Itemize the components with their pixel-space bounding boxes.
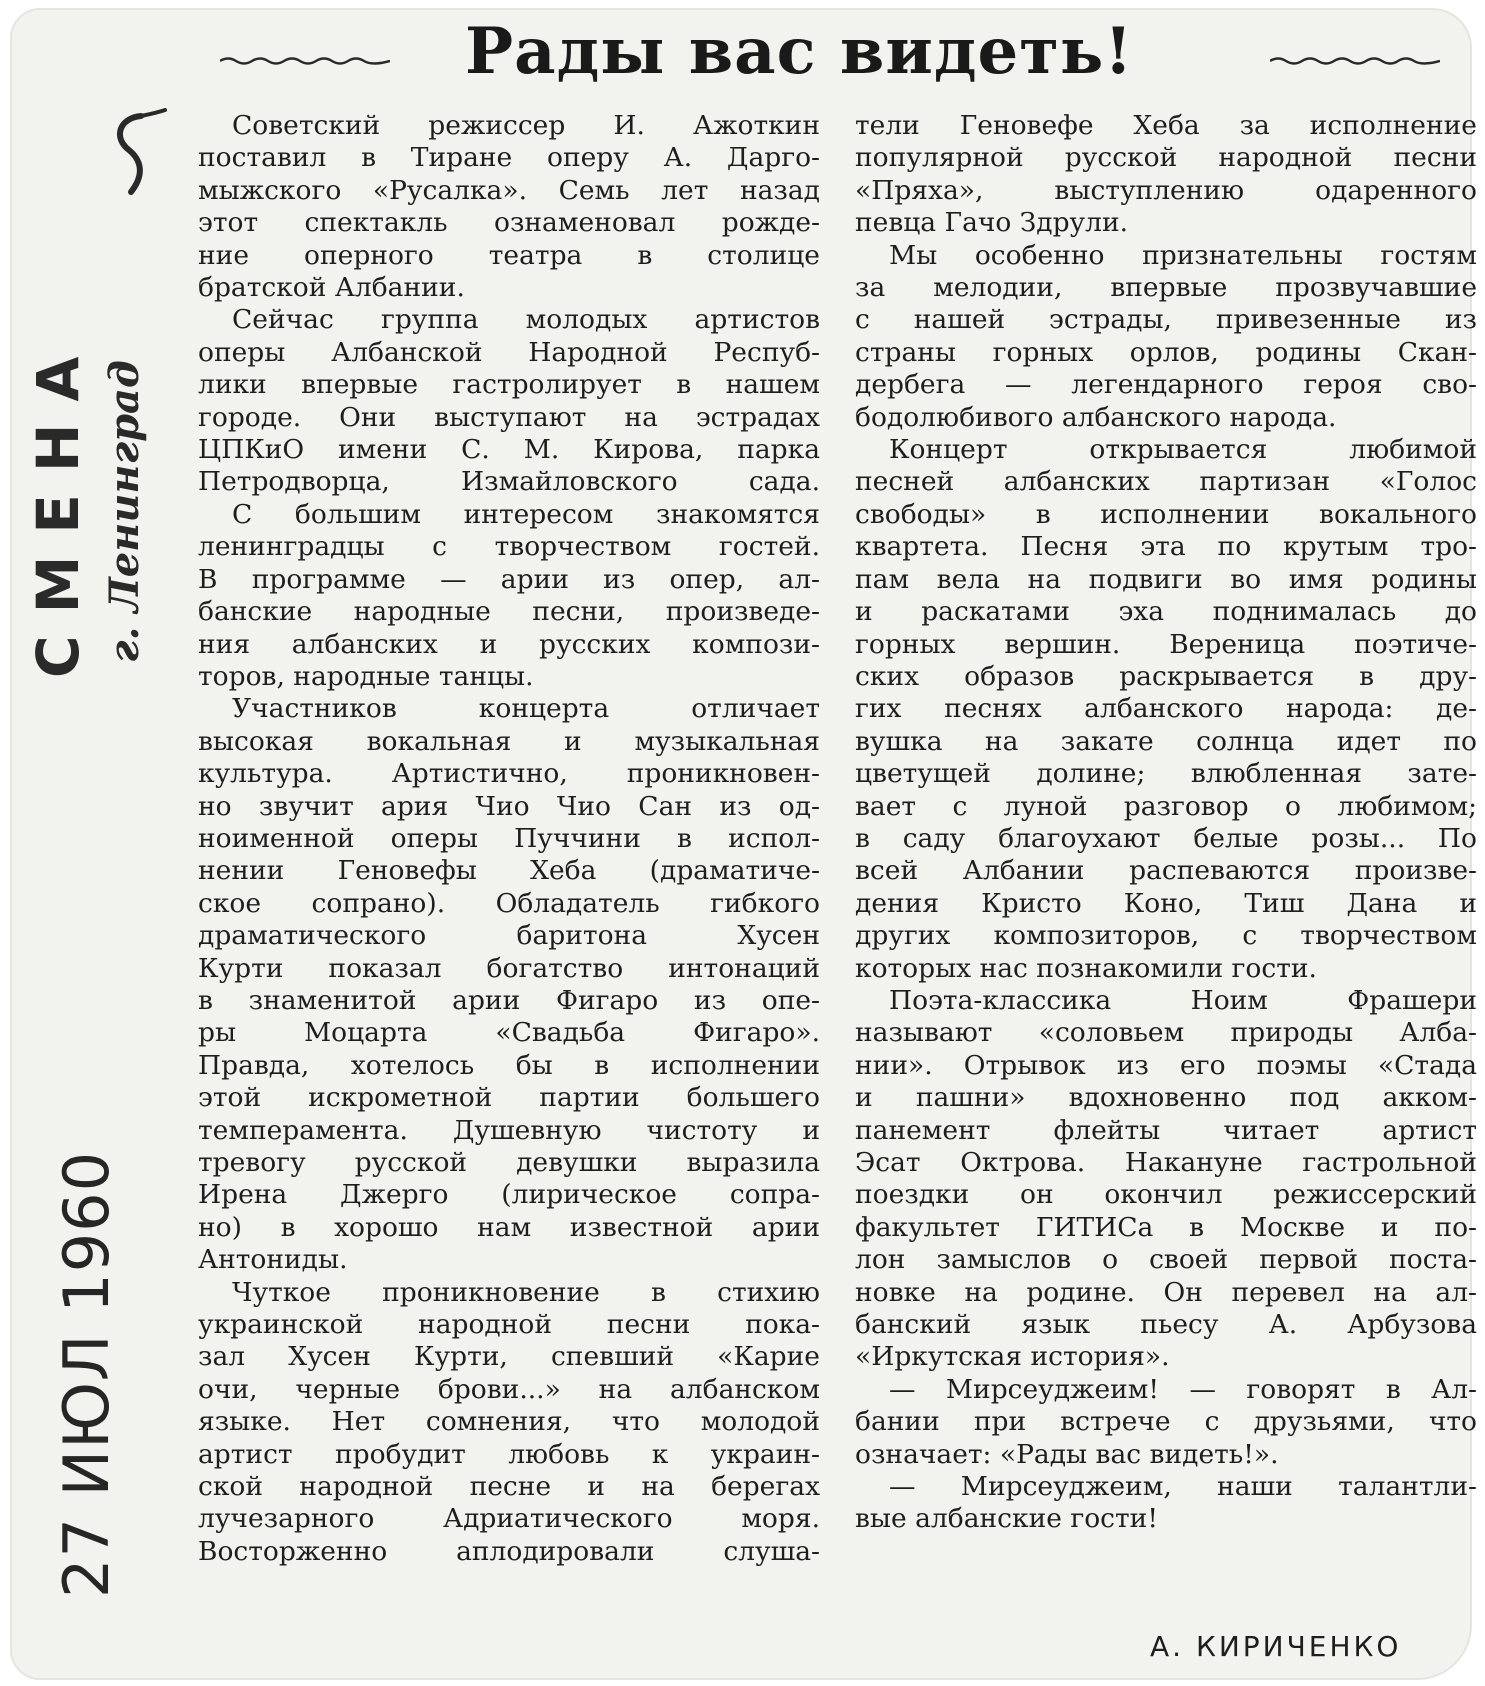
- text-line: братской Албании.: [198, 272, 465, 304]
- text-line: в знаменитой арии Фигаро из опе-: [198, 984, 820, 1016]
- text-line: бодолюбивого албанского народа.: [855, 401, 1337, 433]
- newspaper-name: СМЕНА: [24, 334, 92, 678]
- author-signature: А. КИРИЧЕНКО: [1150, 1630, 1402, 1663]
- text-line: темперамента. Душевную чистоту и: [198, 1114, 820, 1146]
- text-line: страны горных орлов, родины Скан-: [855, 336, 1477, 368]
- text-line: тели Геновефе Хеба за исполнение: [855, 110, 1477, 141]
- text-line: лучезарного Адриатического моря.: [198, 1503, 820, 1535]
- text-line: Поэта-классика Ноим Фрашери: [889, 984, 1477, 1016]
- text-line: — Мирсеуджеим, наши талантли-: [889, 1471, 1477, 1503]
- text-line: ния албанских и русских компози-: [198, 628, 820, 660]
- decorative-rule-right: [1270, 54, 1440, 68]
- text-line: факультет ГИТИСа в Москве и по-: [855, 1211, 1477, 1243]
- text-line: свободы» в исполнении вокального: [855, 498, 1477, 530]
- text-line: культура. Артистично, проникновен-: [198, 758, 820, 790]
- text-line: поставил в Тиране оперу А. Дарго-: [198, 142, 820, 174]
- text-line: оперы Албанской Народной Респуб-: [198, 336, 820, 368]
- text-line: этой искрометной партии большего: [198, 1082, 820, 1114]
- text-line: ЦПКиО имени С. М. Кирова, парка: [198, 434, 820, 466]
- text-line: Петродворца, Измайловского сада.: [198, 466, 820, 498]
- date-stamp: 27 ИЮЛ 1960: [50, 1150, 123, 1598]
- text-line: дения Кристо Коно, Тиш Дана и: [855, 887, 1477, 919]
- decorative-rule-left: [220, 54, 390, 68]
- text-line: Концерт открывается любимой: [889, 434, 1477, 466]
- text-line: артист пробудит любовь к украин-: [198, 1438, 820, 1470]
- text-line: Сейчас группа молодых артистов: [232, 304, 820, 336]
- headline-block: [210, 14, 1450, 94]
- text-line: украинской народной песни пока-: [198, 1309, 820, 1341]
- text-line: драматического баритона Хусен: [198, 920, 820, 952]
- text-line: мыжского «Русалка». Семь лет назад: [198, 174, 820, 206]
- text-line: и раскатами эха поднималась до: [855, 596, 1477, 628]
- text-line: вушка на закате солнца идет по: [855, 725, 1477, 757]
- text-line: означает: «Рады вас видеть!».: [855, 1438, 1279, 1470]
- text-line: в саду благоухают белые розы... По: [855, 822, 1477, 854]
- text-line: с нашей эстрады, привезенные из: [855, 304, 1477, 336]
- text-line: зал Хусен Курти, спевший «Карие: [198, 1341, 820, 1373]
- text-line: ской народной песне и на берегах: [198, 1471, 820, 1503]
- text-line: нении Геновефы Хеба (драматиче-: [198, 855, 820, 887]
- text-line: популярной русской народной песни: [855, 142, 1477, 174]
- text-line: Антониды.: [198, 1244, 348, 1276]
- article-column-right: [855, 110, 1477, 1536]
- text-line: новке на родине. Он перевел на ал-: [855, 1276, 1477, 1308]
- text-line: городе. Они выступают на эстрадах: [198, 401, 820, 433]
- text-line: бании при встрече с друзьями, что: [855, 1406, 1477, 1438]
- text-line: Ирена Джерго (лирическое сопра-: [198, 1179, 820, 1211]
- text-line: других композиторов, с творчеством: [855, 920, 1477, 952]
- text-line: Эсат Октрова. Накануне гастрольной: [855, 1147, 1477, 1178]
- text-line: нии». Отрывок из его поэмы «Стада: [855, 1049, 1477, 1081]
- text-line: Участников концерта отличает: [232, 693, 820, 725]
- text-line: С большим интересом знакомятся: [232, 498, 820, 530]
- text-line: но звучит ария Чио Чио Сан из од-: [198, 790, 820, 822]
- newspaper-clipping: [10, 8, 1477, 1680]
- text-line: тревогу русской девушки выразила: [198, 1147, 820, 1178]
- text-line: высокая вокальная и музыкальная: [198, 725, 820, 757]
- text-line: торов, народные танцы.: [198, 660, 534, 692]
- text-line: Восторженно аплодировали слуша-: [198, 1535, 820, 1567]
- text-line: ленинградцы с творчеством гостей.: [198, 531, 820, 563]
- text-line: называют «соловьем природы Алба-: [855, 1017, 1477, 1049]
- text-line: «Пряха», выступлению одаренного: [855, 174, 1477, 206]
- text-line: языке. Нет сомнения, что молодой: [198, 1406, 820, 1438]
- article-column-left: [198, 110, 820, 1568]
- text-line: Курти показал богатство интонаций: [198, 952, 820, 984]
- text-line: горных вершин. Вереница поэтиче-: [855, 628, 1477, 660]
- text-line: дербега — легендарного героя сво-: [855, 369, 1477, 401]
- text-line: которых нас познакомили гости.: [855, 952, 1317, 984]
- text-line: ских образов раскрывается в дру-: [855, 660, 1477, 692]
- article-headline: Рады вас видеть!: [465, 14, 1134, 89]
- text-line: Правда, хотелось бы в исполнении: [198, 1049, 820, 1081]
- text-line: ние оперного театра в столице: [198, 239, 820, 271]
- text-line: лон замыслов о своей первой поста-: [855, 1244, 1477, 1276]
- text-line: банский язык пьесу А. Арбузова: [855, 1309, 1477, 1341]
- text-line: Советский режиссер И. Ажоткин: [232, 110, 820, 141]
- text-line: вает с луной разговор о любимом;: [855, 790, 1477, 822]
- text-line: ское сопрано). Обладатель гибкого: [198, 887, 820, 919]
- pen-mark-icon: [101, 108, 171, 208]
- text-line: В программе — арии из опер, ал-: [198, 563, 820, 595]
- text-line: вые албанские гости!: [855, 1503, 1158, 1535]
- text-line: «Иркутская история».: [855, 1341, 1170, 1373]
- text-line: гих песнях албанского народа: де-: [855, 693, 1477, 725]
- text-line: пам вела на подвиги во имя родины: [855, 563, 1477, 595]
- text-line: песней албанских партизан «Голос: [855, 466, 1477, 498]
- text-line: лики впервые гастролирует в нашем: [198, 369, 820, 401]
- text-line: этот спектакль ознаменовал рожде-: [198, 207, 820, 239]
- text-line: за мелодии, впервые прозвучавшие: [855, 272, 1477, 304]
- text-line: ноименной оперы Пуччини в испол-: [198, 822, 820, 854]
- text-line: банские народные песни, произведе-: [198, 596, 820, 628]
- text-line: цветущей долине; влюбленная зате-: [855, 758, 1477, 790]
- text-line: и пашни» вдохновенно под акком-: [855, 1082, 1477, 1114]
- text-line: Мы особенно признательны гостям: [889, 239, 1477, 271]
- newspaper-city: г. Ленинград: [101, 360, 148, 663]
- text-line: но) в хорошо нам известной арии: [198, 1211, 820, 1243]
- text-line: квартета. Песня эта по крутым тро-: [855, 531, 1477, 563]
- text-line: певца Гачо Здрули.: [855, 207, 1129, 239]
- text-line: панемент флейты читает артист: [855, 1114, 1477, 1146]
- text-line: поездки он окончил режиссерский: [855, 1179, 1477, 1211]
- text-line: ры Моцарта «Свадьба Фигаро».: [198, 1017, 820, 1049]
- text-line: всей Албании распеваются произве-: [855, 855, 1477, 887]
- newspaper-masthead: [16, 108, 166, 688]
- text-line: очи, черные брови...» на албанском: [198, 1373, 820, 1405]
- text-line: — Мирсеуджеим! — говорят в Ал-: [889, 1373, 1477, 1405]
- text-line: Чуткое проникновение в стихию: [232, 1276, 820, 1308]
